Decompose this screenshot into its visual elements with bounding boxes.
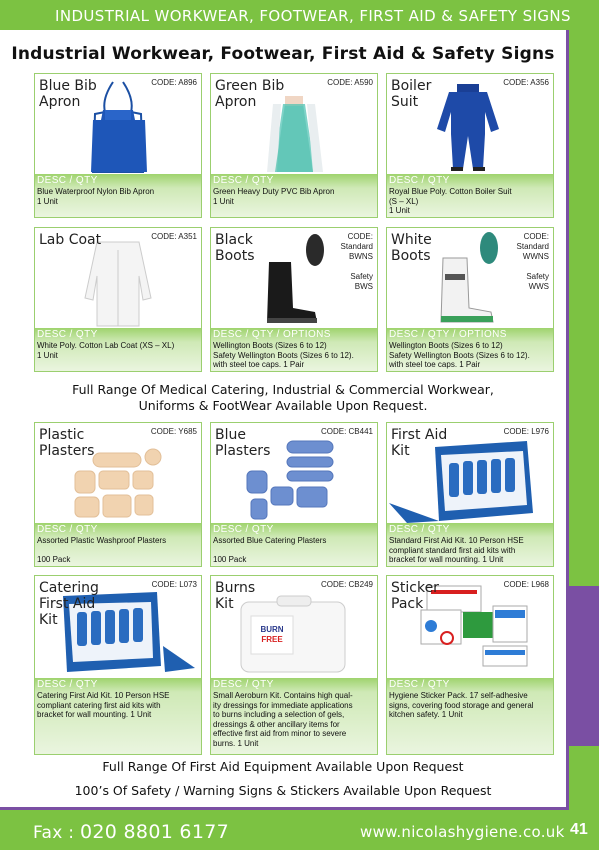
desc-header: DESC / QTY / OPTIONS [213,329,331,340]
product-card-sticker-pack [386,575,554,755]
product-code: CODE: Y685 [150,427,197,436]
product-code: CODE: A351 [151,232,197,241]
product-code: CODE: L968 [503,580,549,589]
workwear-note-line1: Full Range Of Medical Catering, Industrial & Commercial Workwear, [72,382,494,397]
product-code: CODE: L073 [151,580,197,589]
workwear-note-line2: Uniforms & FootWear Available Upon Request. [138,398,428,413]
product-card-blue-plasters [210,422,378,567]
signs-note: 100’s Of Safety / Warning Signs & Stickers Available Upon Request [74,783,492,798]
fax-label: Fax : [33,823,81,843]
desc-header: DESC / QTY [213,175,274,186]
desc-header: DESC / QTY [37,329,98,340]
desc-panel [387,174,553,217]
desc-header: DESC / QTY [389,679,450,690]
product-code: CODE: Standard WWNS Safety WWS [516,232,549,291]
page-heading: Industrial Workwear, Footwear, First Aid & Safety Signs [11,44,555,64]
desc-text: Blue Waterproof Nylon Bib Apron 1 Unit [37,187,155,206]
desc-text: Assorted Blue Catering Plasters 100 Pack [213,536,327,564]
header-title: INDUSTRIAL WORKWEAR, FOOTWEAR, FIRST AID & SAFETY SIGNS [55,7,571,25]
desc-text: Wellington Boots (Sizes 6 to 12) Safety Wellington Boots (Sizes 6 to 12). with steel toe caps. 1 Pair [389,341,530,369]
product-card-blue-bib-apron [34,73,202,218]
product-title: Boiler Suit [391,78,432,110]
product-code: CODE: Standard BWNS Safety BWS [340,232,373,291]
svg-text:FREE: FREE [261,635,283,644]
right-side-band [569,30,599,810]
fax-line [33,821,229,843]
product-code: CODE: L976 [503,427,549,436]
desc-panel [35,523,201,566]
desc-header: DESC / QTY [213,524,274,535]
product-title: Blue Plasters [215,427,271,459]
desc-text: Hygiene Sticker Pack. 17 self-adhesive signs, covering food storage and general kitchen safety. 1 Unit [389,691,534,719]
desc-text: Green Heavy Duty PVC Bib Apron 1 Unit [213,187,335,206]
desc-panel [35,678,201,754]
product-card-boiler-suit [386,73,554,218]
product-card-lab-coat [34,227,202,372]
desc-panel [387,678,553,754]
desc-panel [211,523,377,566]
desc-text: Assorted Plastic Washproof Plasters 100 Pack [37,536,167,564]
desc-text: Wellington Boots (Sizes 6 to 12) Safety Wellington Boots (Sizes 6 to 12). with steel toe caps. 1 Pair [213,341,354,369]
workwear-note [0,382,566,414]
desc-header: DESC / QTY / OPTIONS [389,329,507,340]
desc-panel [211,328,377,371]
product-title: Burns Kit [215,580,256,612]
fax-number: 020 8801 6177 [80,821,229,843]
product-title: Lab Coat [39,232,102,248]
product-code: CODE: CB249 [320,580,373,589]
desc-panel [211,678,377,754]
product-title: Catering First Aid Kit [39,580,99,628]
product-code: CODE: A896 [151,78,197,87]
desc-text: Catering First Aid Kit. 10 Person HSE compliant catering first aid kits with bracket for wall mounting. 1 Unit [37,691,170,719]
desc-panel [387,523,553,566]
burn-free-logo: BURN [260,625,284,634]
page-number: 41 [570,821,588,838]
product-title: Green Bib Apron [215,78,285,110]
desc-text: White Poly. Cotton Lab Coat (XS – XL) 1 Unit [37,341,175,360]
firstaid-note: Full Range Of First Aid Equipment Available Upon Request [102,759,464,774]
desc-text: Small Aeroburn Kit. Contains high qual- ity dressings for immediate applications to burns including a selection of gels, dressings & other ancillary items for effective first aid from minor to severe burns. 1 Unit [213,691,353,748]
product-title: Sticker Pack [391,580,439,612]
product-card-first-aid-kit [386,422,554,567]
product-card-white-boots [386,227,554,372]
product-card-catering-first-aid-kit [34,575,202,755]
desc-text: Standard First Aid Kit. 10 Person HSE compliant standard first aid kits with bracket for wall mounting. 1 Unit [389,536,524,564]
desc-header: DESC / QTY [213,679,274,690]
desc-text: Royal Blue Poly. Cotton Boiler Suit (S – XL) 1 Unit [389,187,512,215]
desc-panel [387,328,553,371]
desc-panel [35,174,201,217]
footer-band [0,810,599,850]
product-card-green-bib-apron [210,73,378,218]
product-title: White Boots [391,232,432,264]
product-card-black-boots [210,227,378,372]
product-code: CODE: A590 [327,78,373,87]
desc-panel [35,328,201,371]
desc-header: DESC / QTY [389,175,450,186]
product-title: Plastic Plasters [39,427,95,459]
product-title: First Aid Kit [391,427,448,459]
desc-header: DESC / QTY [37,679,98,690]
desc-header: DESC / QTY [389,524,450,535]
product-title: Blue Bib Apron [39,78,97,110]
side-tab [569,586,599,746]
header-band [0,0,599,30]
desc-header: DESC / QTY [37,524,98,535]
product-card-plastic-plasters [34,422,202,567]
product-card-burns-kit [210,575,378,755]
product-code: CODE: A356 [503,78,549,87]
product-code: CODE: CB441 [320,427,373,436]
desc-header: DESC / QTY [37,175,98,186]
product-title: Black Boots [215,232,255,264]
desc-panel [211,174,377,217]
website-link[interactable]: www.nicolashygiene.co.uk [360,823,565,841]
